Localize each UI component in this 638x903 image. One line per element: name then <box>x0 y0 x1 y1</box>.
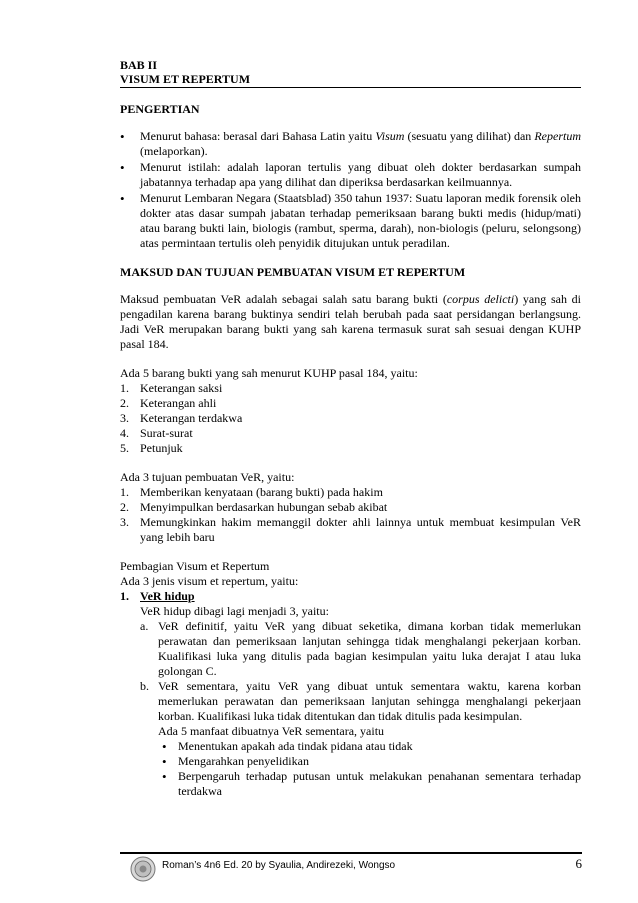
item-text: Keterangan ahli <box>140 396 217 410</box>
item-number: 1. <box>120 381 129 395</box>
italic-term: Repertum <box>534 129 581 143</box>
item-text: VeR sementara, yaitu VeR yang dibuat untuk sementara waktu, karena korban memerlukan perawatan dan pemeriksaan lanjutan sehingga menghalangi pekerjaan korban. Kualifikasi luka tidak ditentukan dan tidak ditulis pada kesimpulan. <box>158 679 581 723</box>
list-intro: Ada 5 barang bukti yang sah menurut KUHP pasal 184, yaitu: <box>120 366 418 380</box>
list-item: • Menurut istilah: adalah laporan tertulis yang dibuat oleh dokter berdasarkan sumpah jabatannya terhadap apa yang dilihat dan diperiksa berdasarkan keilmuannya. <box>120 160 581 190</box>
text: Maksud pembuatan VeR adalah sebagai salah satu barang bukti ( <box>120 292 447 306</box>
chapter-number: BAB II <box>120 58 158 72</box>
page-footer <box>120 852 582 892</box>
footer-credit: Roman’s 4n6 Ed. 20 by Syaulia, Andirezeki, Wongso <box>162 860 396 871</box>
section-title-pengertian: PENGERTIAN <box>120 102 200 116</box>
list-intro: Ada 3 tujuan pembuatan VeR, yaitu: <box>120 470 295 484</box>
list-item <box>120 441 581 456</box>
list-item <box>120 515 581 545</box>
item-number: 3. <box>120 411 129 425</box>
list-item <box>120 129 581 159</box>
footer-divider <box>120 852 582 854</box>
ver-hidup-heading <box>120 589 581 604</box>
item-number: 5. <box>120 441 129 455</box>
document-page <box>120 58 581 799</box>
item-number: 1. <box>120 589 129 603</box>
item-number: 1. <box>120 485 129 499</box>
benefit-list <box>158 739 581 799</box>
item-title: VeR hidup <box>140 589 195 603</box>
seal-logo-icon <box>130 856 156 882</box>
text: (sesuatu yang dilihat) dan <box>404 129 535 143</box>
paragraph-maksud <box>120 292 581 352</box>
list-item: • Berpengaruh terhadap putusan untuk melakukan penahanan sementara terhadap terdakwa <box>158 769 581 799</box>
evidence-list <box>120 381 581 456</box>
benefit-intro: Ada 5 manfaat dibuatnya VeR sementara, yaitu <box>158 724 385 738</box>
list-item <box>120 381 581 396</box>
item-number: 3. <box>120 515 129 529</box>
chapter-title: VISUM ET REPERTUM <box>120 72 581 88</box>
page-number: 6 <box>575 856 582 871</box>
italic-term: Visum <box>375 129 405 143</box>
subsection-title: Pembagian Visum et Repertum <box>120 559 270 573</box>
list-item <box>120 411 581 426</box>
purpose-list <box>120 485 581 545</box>
item-letter: a. <box>140 619 149 633</box>
list-item <box>120 500 581 515</box>
ver-hidup-intro: VeR hidup dibagi lagi menjadi 3, yaitu: <box>140 604 329 618</box>
list-item <box>140 679 581 799</box>
item-letter: b. <box>140 679 149 693</box>
item-number: 2. <box>120 500 129 514</box>
list-item <box>120 485 581 500</box>
item-text: VeR definitif, yaitu VeR yang dibuat seketika, dimana korban tidak memerlukan perawatan dan pemeriksaan lanjutan sehingga tidak menghalangi pekerjaan korban. Kualifikasi luka yang ditulis pada bagian kesimpulan yaitu luka derajat I atau luka golongan C. <box>158 619 581 678</box>
item-text: Keterangan terdakwa <box>140 411 243 425</box>
item-number: 4. <box>120 426 129 440</box>
item-text: Keterangan saksi <box>140 381 223 395</box>
item-number: 2. <box>120 396 129 410</box>
text: ) yang sah di pengadilan karena barang buktinya sendiri telah berubah pada saat persidangan berlangsung. Jadi VeR merupakan barang bukti yang sah karena termasuk surat sah sesuai dengan KUHP pasal 184. <box>120 292 582 351</box>
list-intro: Ada 3 jenis visum et repertum, yaitu: <box>120 574 299 588</box>
item-text: Memungkinkan hakim memanggil dokter ahli lainnya untuk membuat kesimpulan VeR yang lebih baru <box>140 515 581 544</box>
list-item <box>120 396 581 411</box>
item-text: Petunjuk <box>140 441 183 455</box>
item-text: Surat-surat <box>140 426 193 440</box>
section-title-maksud: MAKSUD DAN TUJUAN PEMBUATAN VISUM ET REPERTUM <box>120 265 466 279</box>
text: (melaporkan). <box>140 144 208 158</box>
ver-hidup-types <box>120 619 581 799</box>
list-item: • Menurut Lembaran Negara (Staatsblad) 350 tahun 1937: Suatu laporan medik forensik oleh dokter atas dasar sumpah jabatan terhadap pemeriksaan barang bukti medis (hidup/mati) atau barang bukti lain, biologis (rambut, sperma, darah), non-biologis (peluru, selongsong) atas permintaan tertulis oleh penyidik ditujukan untuk peradilan. <box>120 191 581 251</box>
italic-term: corpus delicti <box>446 292 515 306</box>
list-item: • Menentukan apakah ada tindak pidana atau tidak <box>158 739 581 754</box>
item-text: Memberikan kenyataan (barang bukti) pada hakim <box>140 485 383 499</box>
list-item <box>120 426 581 441</box>
list-item: • Mengarahkan penyelidikan <box>158 754 581 769</box>
text: Menurut bahasa: berasal dari Bahasa Latin yaitu <box>140 129 376 143</box>
item-text: Menyimpulkan berdasarkan hubungan sebab akibat <box>140 500 388 514</box>
definition-list <box>120 129 581 251</box>
list-item <box>140 619 581 679</box>
